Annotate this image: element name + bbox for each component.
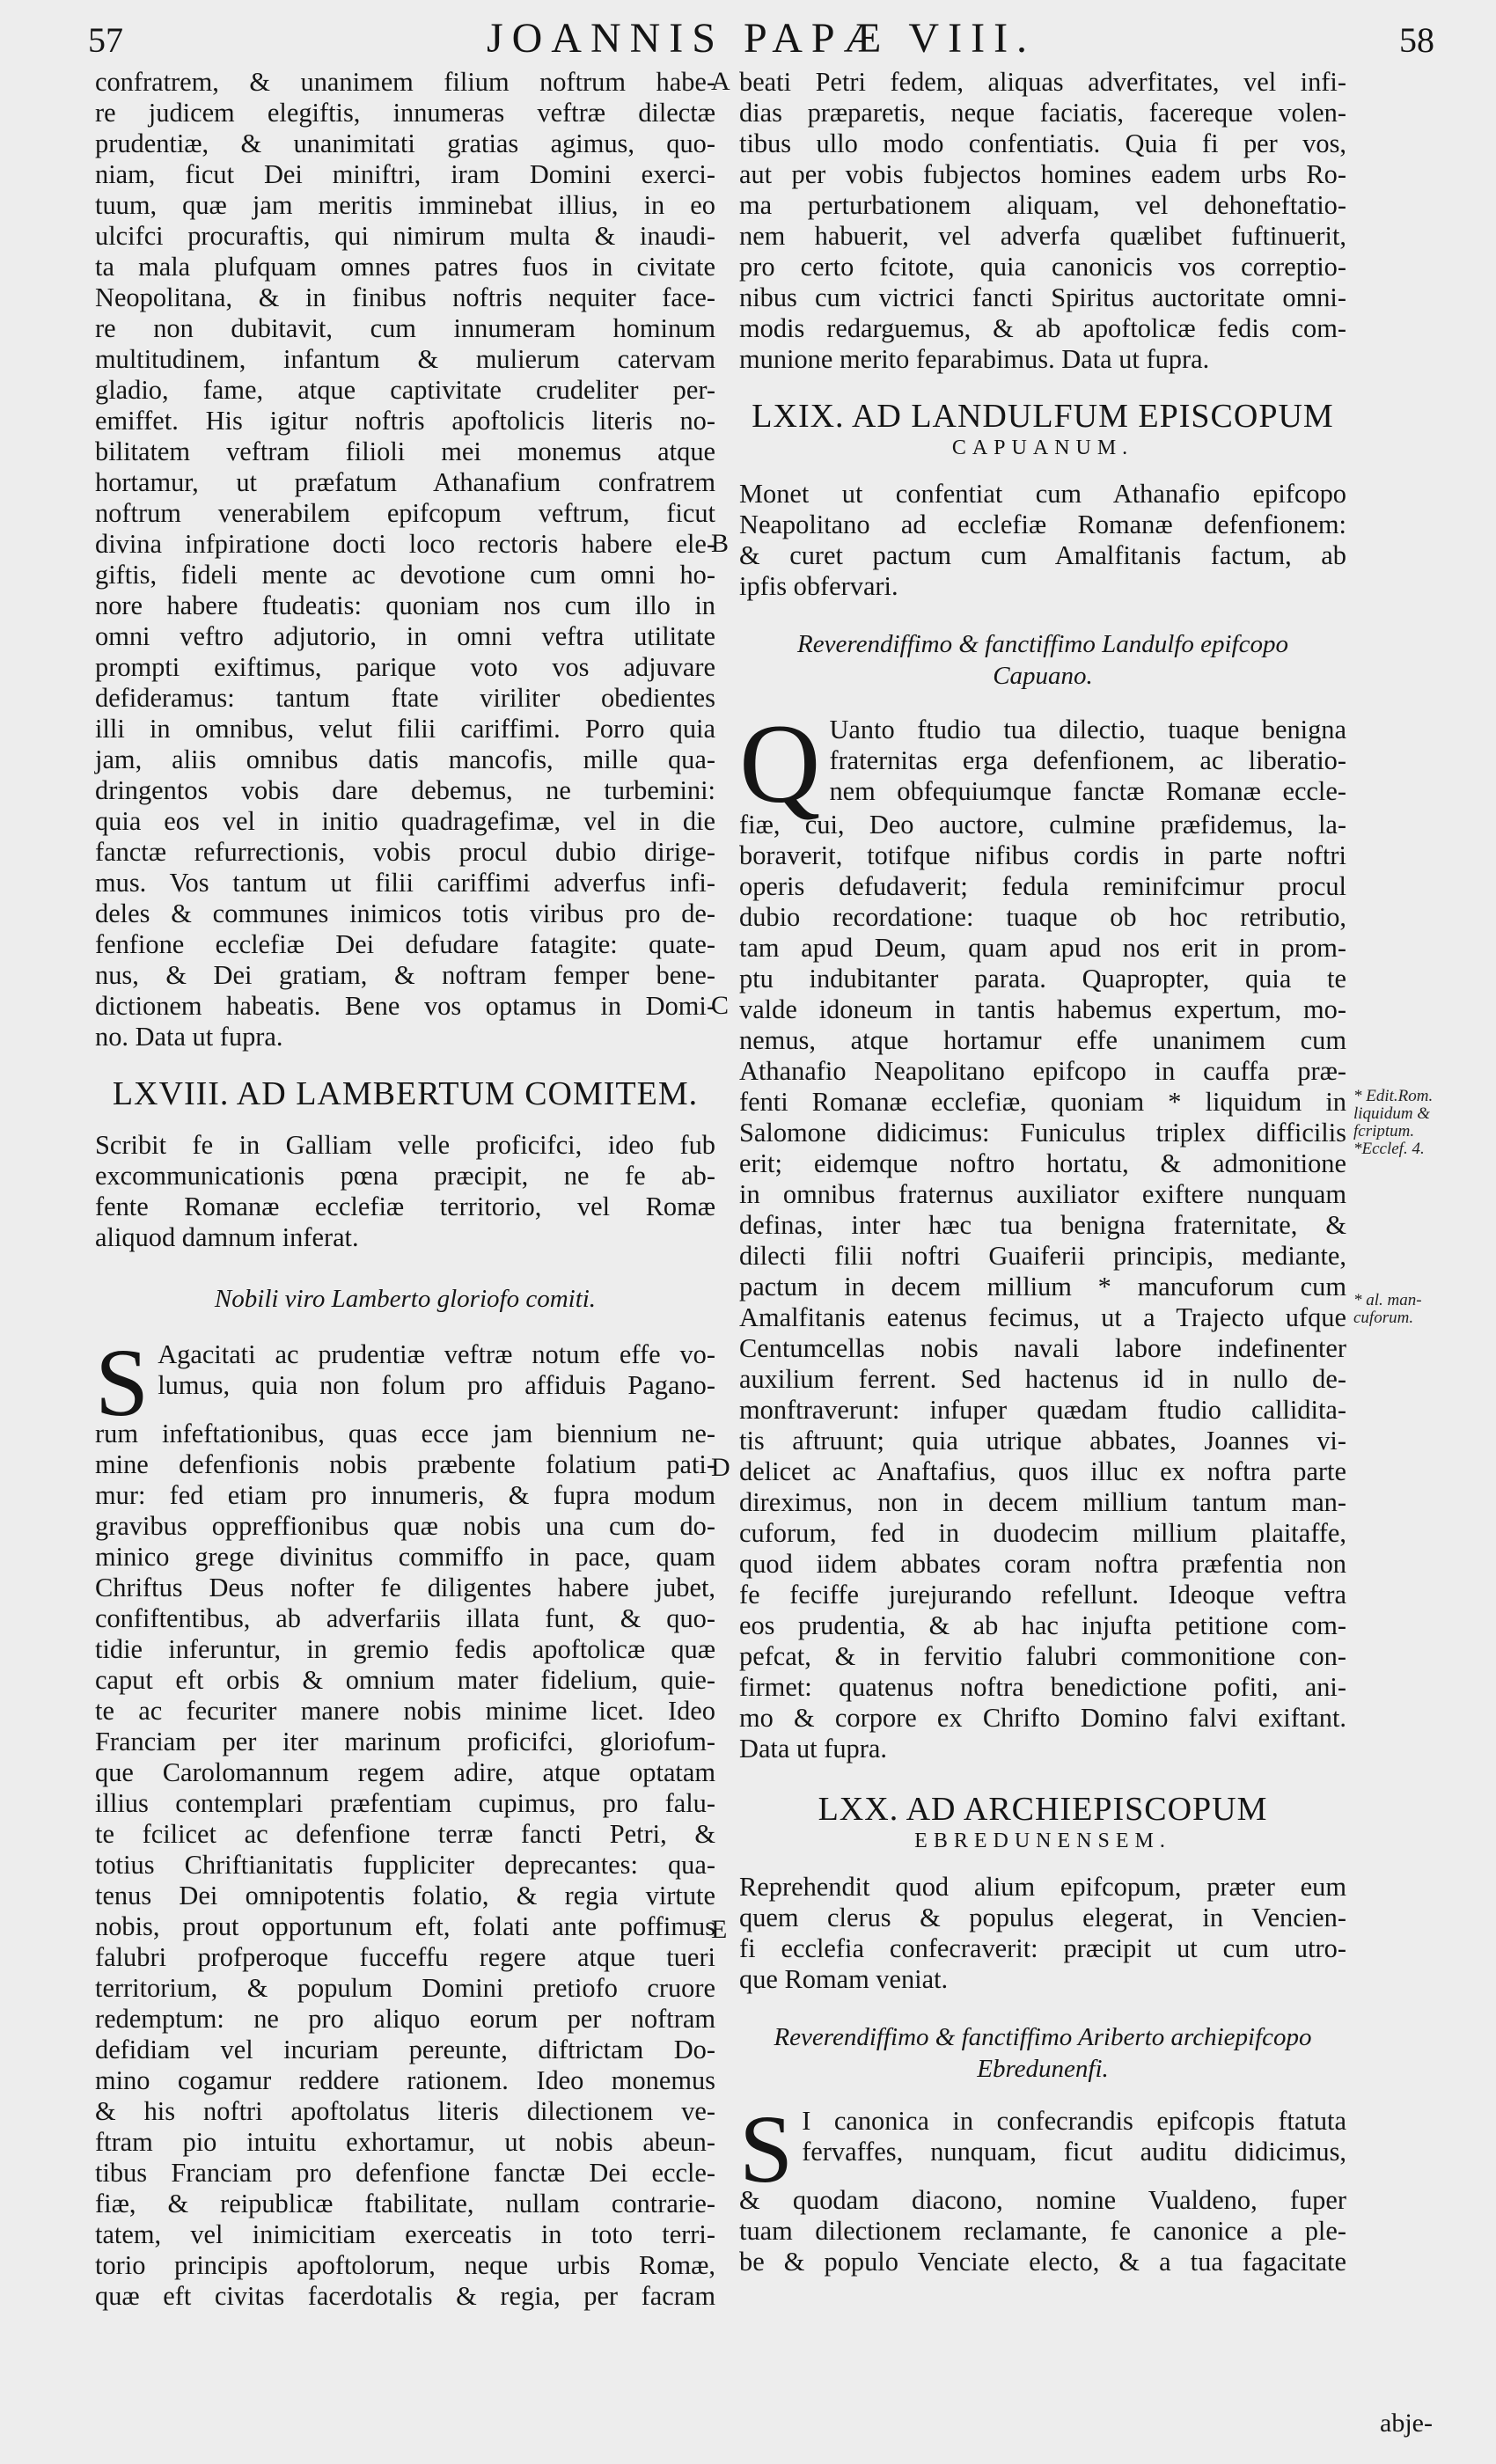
letter-line: cuforum, fed in duodecim millium plaitaffe, <box>739 1518 1346 1548</box>
summary-line: Monet ut confentiat cum Athanafio epifcopo <box>739 479 1346 509</box>
letter-line: Chriftus Deus nofter fe diligentes habere jubet, <box>95 1573 715 1602</box>
letter-line: defidiam vel incuriam pereunte, diftrictam Do- <box>95 2035 715 2064</box>
body-line: tuum, quæ jam meritis imminebat illius, in eo <box>95 190 715 220</box>
summary-line: quem clerus & populus elegerat, in Vencien- <box>739 1903 1346 1932</box>
margin-letter-a: A <box>711 67 730 96</box>
letter-address-lxix <box>739 628 1346 692</box>
letter-line: tibus Franciam pro defenfione fanctæ Dei eccle- <box>95 2158 715 2188</box>
side-note-line: * Edit.Rom. <box>1353 1087 1434 1105</box>
letter-line: dubio recordatione: tuaque ob hoc retributio, <box>739 902 1346 932</box>
side-note-mancusorum <box>1353 1292 1485 1327</box>
letter-line: totius Chriftianitatis fuppliciter deprecantes: qua- <box>95 1850 715 1880</box>
section-summary-lxix <box>739 479 1346 602</box>
summary-line: aliquod damnum inferat. <box>95 1222 359 1252</box>
body-line: tibus ullo modo confentiatis. Quia fi per vos, <box>739 128 1346 158</box>
margin-letter-b: B <box>711 529 730 558</box>
letter-line: te fcilicet ac defenfione terræ fancti Petri, & <box>95 1819 715 1849</box>
section-subtitle-lxx: EBREDUNENSEM. <box>914 1830 1171 1852</box>
body-line: ulcifci procuraftis, qui nimirum multa & inaudi- <box>95 221 715 251</box>
side-note-edit-rom <box>1353 1088 1485 1158</box>
summary-line: & curet pactum cum Amalfitanis factum, ab <box>739 540 1346 570</box>
letter-line: & his noftri apoftolatus literis dilectionem ve- <box>95 2096 715 2126</box>
address-line: Reverendiffimo & fanctiffimo Landulfo epifcopo <box>797 630 1288 658</box>
letter-line: valde idoneum in tantis habemus expertum, mo- <box>739 994 1346 1024</box>
letter-line: nem obfequiumque fanctæ Romanæ eccle- <box>829 776 1346 806</box>
letter-line: mine defenfionis nobis præbente folatium pati- <box>95 1449 715 1479</box>
body-line: Neopolitana, & in finibus noftris nequiter face- <box>95 282 715 312</box>
letter-line: Data ut fupra. <box>739 1734 887 1764</box>
body-line: nus, & Dei gratiam, & noftram femper bene- <box>95 960 715 990</box>
letter-line: be & populo Venciate electo, & a tua fagacitate <box>739 2247 1346 2277</box>
side-note-line: fcriptum. <box>1353 1122 1415 1140</box>
body-line: bilitatem veftram filioli mei monemus atque <box>95 436 715 466</box>
letter-line: redemptum: ne pro aliquo eorum per noftram <box>95 2004 715 2034</box>
letter-body-lxix <box>739 701 1346 1764</box>
body-line: ma perturbationem aliquam, vel dehoneftatio- <box>739 190 1346 220</box>
body-line: gladio, fame, atque captivitate crudeliter per- <box>95 375 715 405</box>
body-line: quia eos vel in initio quadragefimæ, vel in die <box>95 806 715 836</box>
letter-line: in omnibus fraternus auxiliator exiftere nunquam <box>739 1179 1346 1209</box>
letter-line: tatem, vel inimicitiam exerceatis in toto terri- <box>95 2219 715 2249</box>
letter-line: auxilium ferrent. Sed hactenus id in nullo de- <box>739 1364 1346 1394</box>
letter-body-lxx <box>739 2095 1346 2277</box>
letter-line: direximus, non in decem millium tantum man- <box>739 1487 1346 1517</box>
margin-letter-c: C <box>711 991 730 1020</box>
letter-line: mo & corpore ex Chrifto Domino falvi exiftant. <box>739 1703 1346 1733</box>
body-line: confratrem, & unanimem filium noftrum habe- <box>95 67 715 97</box>
letter-line: tenus Dei omnipotentis folatio, & regia virtute <box>95 1881 715 1910</box>
letter-line: tuam dilectionem reclamante, fe canonice a ple- <box>739 2216 1346 2246</box>
section-summary-lxviii <box>95 1130 715 1253</box>
body-line: dias præparetis, neque faciatis, facereque volen- <box>739 98 1346 128</box>
body-line: prudentiæ, & unanimitati gratias agimus, quo- <box>95 128 715 158</box>
margin-letter-d: D <box>711 1453 730 1482</box>
letter-continuation-right <box>739 67 1346 375</box>
letter-line: pefcat, & in fervitio falubri commonitione con- <box>739 1641 1346 1671</box>
side-note-line: liquidum & <box>1353 1104 1431 1123</box>
letter-line: lumus, quia non folum pro affiduis Pagano- <box>158 1370 715 1400</box>
letter-line: quod iidem abbates coram noftra præfentia non <box>739 1549 1346 1579</box>
letter-line: caput eft orbis & omnium mater fidelium, quie- <box>95 1665 715 1695</box>
body-line: niam, ficut Dei miniftri, iram Domini exerci- <box>95 159 715 189</box>
summary-line: Reprehendit quod alium epifcopum, præter eum <box>739 1872 1346 1902</box>
summary-line: excommunicationis pœna præcipit, ne fe ab- <box>95 1161 715 1191</box>
letter-line: tis aftruunt; quia utrique abbates, Joannes vi- <box>739 1426 1346 1456</box>
body-line: nibus cum victrici fancti Spiritus auctoritate omni- <box>739 282 1346 312</box>
letter-line: ptu indubitanter parata. Quapropter, quia te <box>739 964 1346 994</box>
letter-line: territorium, & populum Domini pretiofo cruore <box>95 1973 715 2003</box>
summary-line: ipfis obfervari. <box>739 571 898 601</box>
body-line: omni veftro adjutorio, in omni veftra utilitate <box>95 621 715 651</box>
body-line: nore habere ftudeatis: quoniam nos cum illo in <box>95 590 715 620</box>
letter-line: gravibus oppreffionibus quæ nobis una cum do- <box>95 1511 715 1541</box>
body-line: giftis, fideli mente ac devotione cum omni ho- <box>95 560 715 590</box>
letter-line: I canonica in confecrandis epifcopis ftatuta <box>802 2106 1346 2136</box>
letter-line: quæ eft civitas facerdotalis & regia, per facram <box>95 2281 715 2311</box>
catchword: abje- <box>1380 2409 1433 2438</box>
letter-line: fiæ, & reipublicæ ftabilitate, nullam contrarie- <box>95 2189 715 2218</box>
letter-line: Salomone didicimus: Funiculus triplex difficilis <box>739 1118 1346 1148</box>
body-line: dictionem habeatis. Bene vos optamus in Domi- <box>95 991 715 1021</box>
letter-line: boraverit, totifque nifibus cordis in parte noftri <box>739 840 1346 870</box>
address-line: Reverendiffimo & fanctiffimo Ariberto archiepifcopo <box>774 2023 1312 2051</box>
letter-line: fe feciffe jurejurando refellunt. Ideoque veftra <box>739 1580 1346 1610</box>
body-line: noftrum venerabilem epifcopum veftrum, ficut <box>95 498 715 528</box>
dropcap-q: Q <box>739 701 821 826</box>
body-line: emiffet. His igitur noftris apoftolicis literis no- <box>95 406 715 436</box>
letter-line: erit; eidemque noftro hortatu, & admonitione <box>739 1148 1346 1178</box>
left-column <box>95 67 715 2312</box>
letter-line: nemus, atque hortamur effe unanimem cum <box>739 1025 1346 1055</box>
side-note-line: * al. man- <box>1353 1291 1422 1309</box>
section-title-lxix: LXIX. AD LANDULFUM EPISCOPUM <box>752 398 1334 435</box>
body-line: pro certo fcitote, quia canonicis vos correptio- <box>739 252 1346 282</box>
dropcap-s: S <box>95 1329 150 1436</box>
letter-line: Uanto ftudio tua dilectio, tuaque benigna <box>829 715 1346 744</box>
body-line: mus. Vos tantum ut filii cariffimi adverfus infi- <box>95 868 715 898</box>
letter-line: rum infeftationibus, quas ecce jam biennium ne- <box>95 1419 715 1448</box>
letter-line: dilecti filii noftri Guaiferii principis, mediante, <box>739 1241 1346 1271</box>
page-number-left: 57 <box>88 20 123 60</box>
letter-line: Franciam per iter marinum proficifci, gloriofum- <box>95 1727 715 1756</box>
letter-line: eos prudentia, & ab hac injufta petitione com- <box>739 1610 1346 1640</box>
letter-line: fenti Romanæ ecclefiæ, quoniam * liquidum in <box>739 1087 1346 1117</box>
letter-line: torio principis apoftolorum, neque urbis Romæ, <box>95 2250 715 2280</box>
side-note-line: cuforum. <box>1353 1309 1414 1327</box>
body-line: fenfione ecclefiæ Dei defudare fatagite: quate- <box>95 929 715 959</box>
letter-line: tam apud Deum, quam apud nos erit in prom- <box>739 933 1346 963</box>
letter-address-lxviii: Nobili viro Lamberto gloriofo comiti. <box>214 1285 597 1313</box>
address-line: Capuano. <box>993 662 1093 690</box>
section-title-lxviii: LXVIII. AD LAMBERTUM COMITEM. <box>112 1075 699 1112</box>
page-title: JOANNIS PAPÆ VIII. <box>486 15 1037 62</box>
letter-continuation <box>95 67 715 1052</box>
address-line: Ebredunenfi. <box>977 2055 1109 2083</box>
body-line: aut per vobis fubjectos homines eadem urbs Ro- <box>739 159 1346 189</box>
letter-line: pactum in decem millium * mancuforum cum <box>739 1272 1346 1302</box>
letter-line: Agacitati ac prudentiæ veftræ notum effe vo- <box>158 1339 715 1369</box>
summary-line: fente Romanæ ecclefiæ territorio, vel Romæ <box>95 1192 715 1221</box>
letter-line: confiftentibus, ab adverfariis illata funt, & quo- <box>95 1603 715 1633</box>
letter-line: minico grege divinitus commiffo in pace, quam <box>95 1542 715 1572</box>
letter-line: monftraverunt: infuper quædam ftudio callidita- <box>739 1395 1346 1425</box>
running-head <box>88 12 1434 74</box>
body-line: divina infpiratione docti loco rectoris habere ele- <box>95 529 715 559</box>
body-line: multitudinem, infantum & mulierum catervam <box>95 344 715 374</box>
letter-line: & quodam diacono, nomine Vualdeno, fuper <box>739 2185 1346 2215</box>
letter-line: ftram pio intuitu exhortamur, ut nobis abeun- <box>95 2127 715 2157</box>
margin-letter-e: E <box>711 1915 728 1944</box>
letter-line: operis defudaverit; fedula reminifcimur procul <box>739 871 1346 901</box>
section-subtitle-lxix: CAPUANUM. <box>951 436 1134 459</box>
letter-line: falubri profperoque fucceffu regere atque tueri <box>95 1942 715 1972</box>
body-line: prompti exiftimus, parique voto vos adjuvare <box>95 652 715 682</box>
letter-line: fraternitas erga defenfionem, ac liberatio- <box>829 745 1346 775</box>
right-column <box>739 67 1346 2277</box>
body-line: modis redarguemus, & ab apoftolicæ fedis com- <box>739 313 1346 343</box>
letter-line: delicet ac Anaftafius, quos illuc ex noftra parte <box>739 1456 1346 1486</box>
summary-line: que Romam veniat. <box>739 1964 949 1994</box>
dropcap-s2: S <box>739 2095 794 2203</box>
letter-line: firmet: quatenus noftra benedictione pofiti, ani- <box>739 1672 1346 1702</box>
letter-line: Centumcellas nobis navali labore indefinenter <box>739 1333 1346 1363</box>
letter-line: mino cogamur reddere rationem. Ideo monemus <box>95 2065 715 2095</box>
page-number-right: 58 <box>1399 20 1434 60</box>
summary-line: fi ecclefia confecraverit: præcipit ut cum utro- <box>739 1933 1346 1963</box>
letter-address-lxx <box>739 2021 1346 2085</box>
body-line: jam, aliis omnibus datis mancofis, mille qua- <box>95 744 715 774</box>
letter-line: definas, inter hæc tua benigna fraternitate, & <box>739 1210 1346 1240</box>
letter-line: Amalfitanis eatenus fecimus, ut a Trajecto ufque <box>739 1302 1346 1332</box>
letter-line: te ac fecuriter manere nobis minime licet. Ideo <box>95 1696 715 1726</box>
body-line: munione merito feparabimus. Data ut fupra. <box>739 344 1210 374</box>
letter-line: Athanafio Neapolitano epifcopo in cauffa præ- <box>739 1056 1346 1086</box>
body-line: beati Petri fedem, aliquas adverfitates, vel infi- <box>739 67 1346 97</box>
body-line: defideramus: tantum ftate viriliter obedientes <box>95 683 715 713</box>
section-title-lxx: LXX. AD ARCHIEPISCOPUM <box>818 1791 1268 1828</box>
body-line: deles & communes inimicos totis viribus pro de- <box>95 898 715 928</box>
letter-line: nobis, prout opportunum eft, folati ante poffimus <box>95 1911 715 1941</box>
body-line: hortamur, ut præfatum Athanafium confratrem <box>95 467 715 497</box>
body-line: illi in omnibus, velut filii cariffimi. Porro quia <box>95 714 715 744</box>
body-line: ta mala plufquam omnes patres fuos in civitate <box>95 252 715 282</box>
summary-line: Scribit fe in Galliam velle proficifci, ideo fub <box>95 1130 715 1160</box>
body-line: no. Data ut fupra. <box>95 1022 283 1052</box>
letter-line: fervaffes, nunquam, ficut auditu didicimus, <box>802 2137 1346 2167</box>
letter-line: illius contemplari præfentiam cupimus, pro falu- <box>95 1788 715 1818</box>
body-line: nem habuerit, vel adverfa quælibet fuftinuerit, <box>739 221 1346 251</box>
section-summary-lxx <box>739 1872 1346 1995</box>
body-line: dringentos vobis dare debemus, ne turbemini: <box>95 775 715 805</box>
letter-line: que Carolomannum regem adire, atque optatam <box>95 1757 715 1787</box>
letter-body-lxviii <box>95 1329 715 2312</box>
body-line: re judicem elegiftis, innumeras veftræ dilectæ <box>95 98 715 128</box>
letter-line: mur: fed etiam pro innumeris, & fupra modum <box>95 1480 715 1510</box>
side-note-line: *Ecclef. 4. <box>1353 1140 1425 1158</box>
body-line: fanctæ refurrectionis, vobis procul dubio dirige- <box>95 837 715 867</box>
summary-line: Neapolitano ad ecclefiæ Romanæ defenfionem: <box>739 510 1346 539</box>
letter-line: tidie inferuntur, in gremio fedis apoftolicæ quæ <box>95 1634 715 1664</box>
body-line: re non dubitavit, cum innumeram hominum <box>95 313 715 343</box>
letter-line: fiæ, cui, Deo auctore, culmine præfidemus, la- <box>739 810 1346 840</box>
